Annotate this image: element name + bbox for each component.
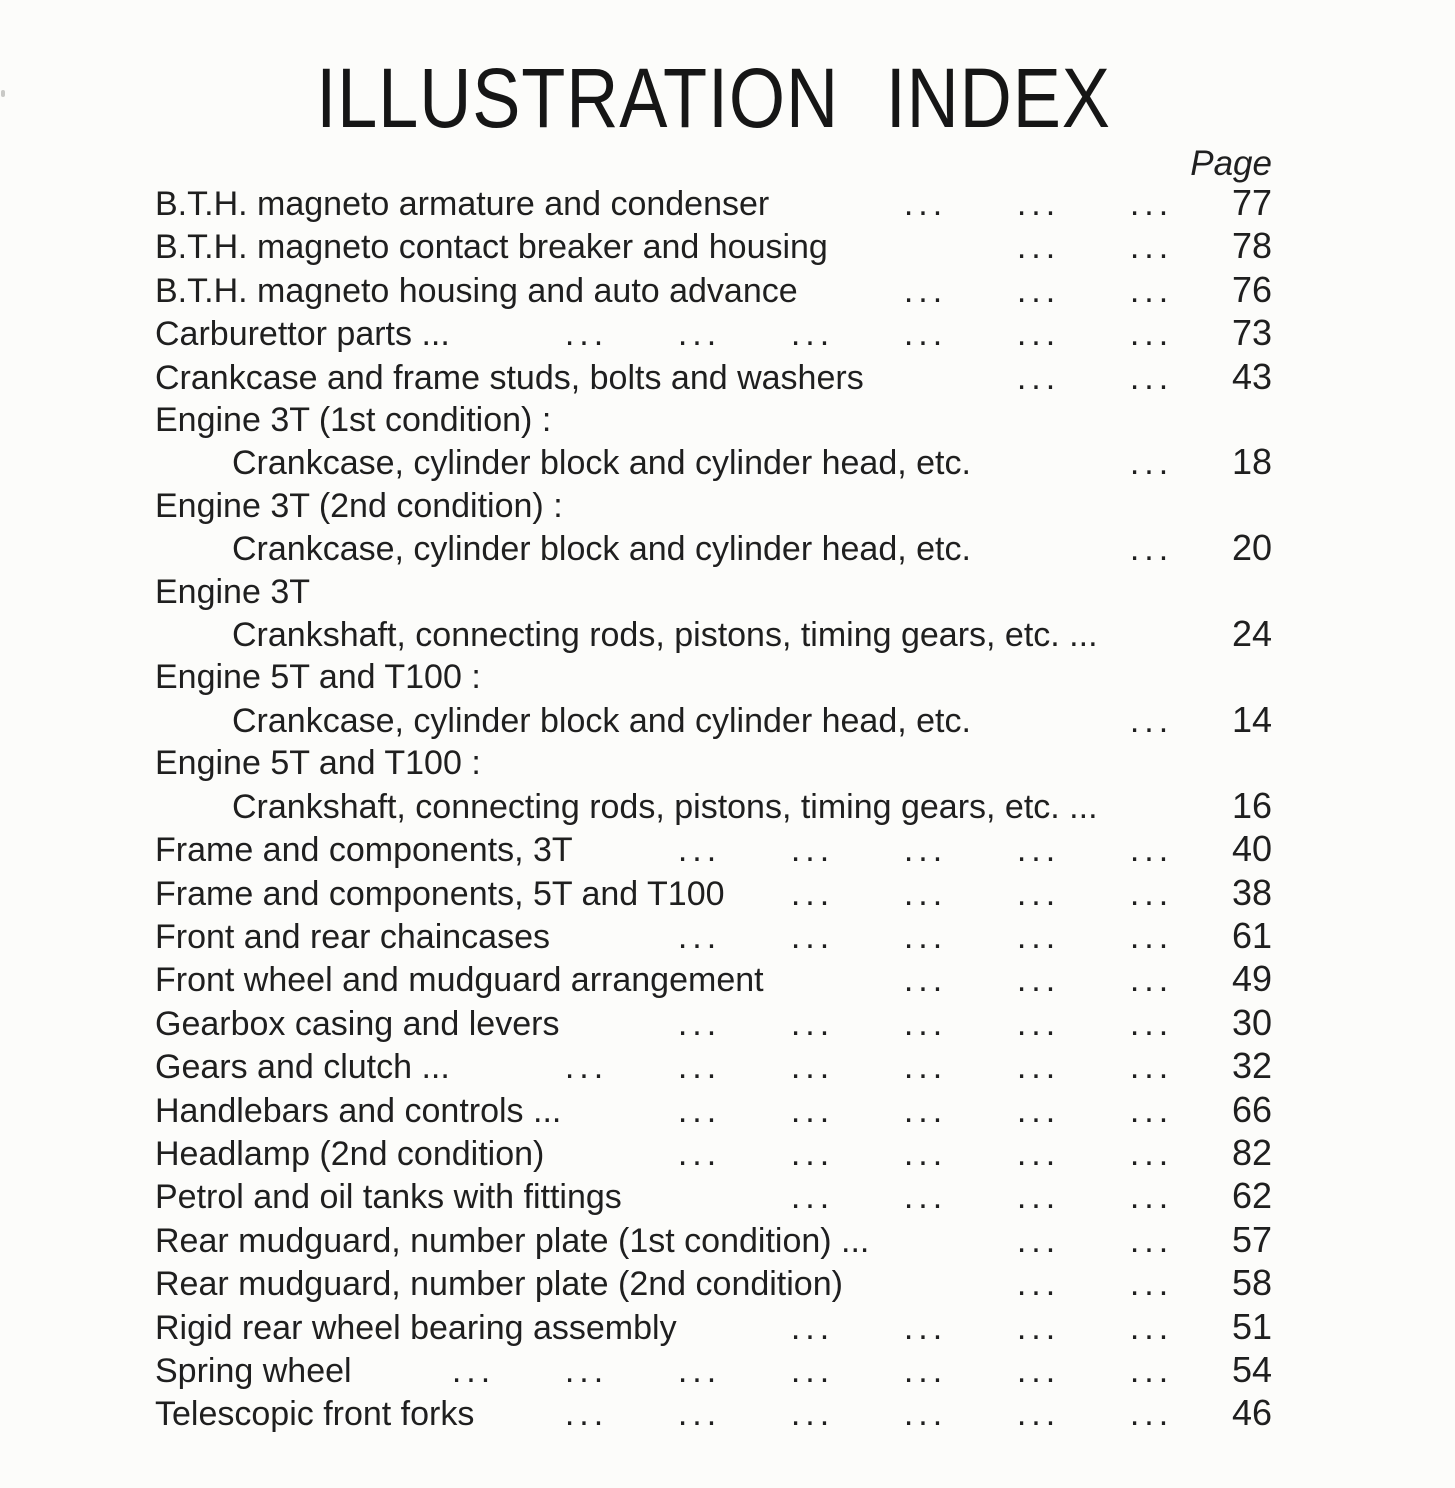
index-row xyxy=(0,399,1455,441)
page-number: 62 xyxy=(1231,1175,1272,1217)
leader-dot-group: ... xyxy=(903,1395,948,1434)
leader-dot-group: ... xyxy=(1016,1221,1061,1260)
entry-label: Rear mudguard, number plate (1st condition) ... xyxy=(155,1221,870,1260)
leader-dot-group: ... xyxy=(1016,1134,1061,1173)
leader-dot-group: ... xyxy=(1016,1178,1061,1217)
dot-leader xyxy=(769,183,1208,225)
leader-dot-group: ... xyxy=(790,1048,835,1087)
entry-label: Crankcase, cylinder block and cylinder head, etc. xyxy=(232,530,971,569)
leader-dot-group: ... xyxy=(790,1351,835,1390)
entry-label: Headlamp (2nd condition) xyxy=(155,1134,545,1173)
page-number: 46 xyxy=(1231,1392,1272,1434)
dot-leader xyxy=(544,1133,1208,1175)
index-row xyxy=(0,1262,1455,1305)
leader-dot-group: ... xyxy=(903,917,948,956)
page-number: 57 xyxy=(1231,1218,1272,1260)
leader-dot-group: ... xyxy=(1016,961,1061,1000)
leader-dot-group: ... xyxy=(1129,1091,1174,1130)
entry-label: Handlebars and controls ... xyxy=(155,1091,562,1130)
leader-dot-group: ... xyxy=(1129,358,1174,397)
page-number: 16 xyxy=(1231,784,1272,826)
leader-dot-group: ... xyxy=(677,1004,722,1043)
page-number: 73 xyxy=(1231,312,1272,354)
leader-dot-group: ... xyxy=(1129,228,1174,267)
dot-leader xyxy=(573,829,1208,871)
leader-dot-group: ... xyxy=(1016,1308,1061,1347)
leader-dot-group: ... xyxy=(1129,271,1174,310)
leader-dot-group: ... xyxy=(903,185,948,223)
index-row xyxy=(0,1175,1455,1218)
leader-dot-group: ... xyxy=(677,1351,722,1390)
dot-leader xyxy=(474,1393,1208,1435)
leader-dot-group: ... xyxy=(903,271,948,310)
index-row xyxy=(0,1132,1455,1175)
page-number: 82 xyxy=(1231,1131,1272,1173)
entry-label: B.T.H. magneto armature and condenser xyxy=(155,185,770,223)
page-number: 30 xyxy=(1231,1001,1272,1043)
leader-dot-group: ... xyxy=(564,1395,609,1434)
entry-label: Petrol and oil tanks with fittings xyxy=(155,1178,622,1217)
entry-label: Engine 5T and T100 : xyxy=(155,658,481,697)
leader-dot-group: ... xyxy=(1016,1351,1061,1390)
page-number: 20 xyxy=(1231,527,1272,569)
dot-leader xyxy=(561,1090,1208,1132)
leader-dot-group: ... xyxy=(1016,1004,1061,1043)
entry-label: Crankshaft, connecting rods, pistons, timing gears, etc. ... xyxy=(232,616,1098,655)
dot-leader xyxy=(352,1350,1208,1392)
index-row xyxy=(0,1089,1455,1132)
leader-dot-group: ... xyxy=(1129,961,1174,1000)
index-row xyxy=(0,958,1455,1001)
entry-label: Carburettor parts ... xyxy=(155,315,450,354)
leader-dot-group: ... xyxy=(790,1091,835,1130)
page-number: 78 xyxy=(1231,225,1272,267)
leader-dot-group: ... xyxy=(1016,831,1061,870)
entry-label: B.T.H. magneto contact breaker and housing xyxy=(155,228,828,267)
page-number: 66 xyxy=(1231,1088,1272,1130)
dot-leader xyxy=(677,1307,1208,1349)
index-row xyxy=(0,1392,1455,1435)
index-row xyxy=(0,656,1455,698)
entry-label: Engine 3T (2nd condition) : xyxy=(155,486,563,525)
leader-dot-group: ... xyxy=(1129,1048,1174,1087)
dot-leader xyxy=(559,1003,1208,1045)
leader-dot-group: ... xyxy=(1129,831,1174,870)
leader-dot-group: ... xyxy=(1016,185,1061,223)
page-number: 54 xyxy=(1231,1348,1272,1390)
index-row xyxy=(0,441,1455,484)
leader-dot-group: ... xyxy=(677,1395,722,1434)
scan-speck xyxy=(1,90,5,97)
leader-dot-group: ... xyxy=(1016,1395,1061,1434)
index-list xyxy=(0,182,1455,1436)
leader-dot-group: ... xyxy=(1016,917,1061,956)
leader-dot-group: ... xyxy=(1129,1395,1174,1434)
leader-dot-group: ... xyxy=(1016,228,1061,267)
index-row xyxy=(0,872,1455,915)
leader-dot-group: ... xyxy=(1129,874,1174,913)
dot-leader xyxy=(450,313,1208,355)
index-row xyxy=(0,1045,1455,1088)
page-number: 76 xyxy=(1231,268,1272,310)
leader-dot-group: ... xyxy=(1129,701,1174,740)
index-row xyxy=(0,571,1455,613)
index-row xyxy=(0,785,1455,828)
leader-dot-group: ... xyxy=(1129,444,1174,483)
entry-label: Gears and clutch ... xyxy=(155,1048,450,1087)
leader-dot-group: ... xyxy=(564,1048,609,1087)
leader-dot-group: ... xyxy=(903,1004,948,1043)
leader-dot-group: ... xyxy=(903,1308,948,1347)
index-row xyxy=(0,182,1455,225)
index-row xyxy=(0,1349,1455,1392)
leader-dot-group: ... xyxy=(790,1308,835,1347)
leader-dot-group: ... xyxy=(903,1048,948,1087)
page-number: 18 xyxy=(1231,441,1272,483)
leader-dot-group: ... xyxy=(903,1351,948,1390)
leader-dot-group: ... xyxy=(790,917,835,956)
leader-dot-group: ... xyxy=(903,1091,948,1130)
leader-dot-group: ... xyxy=(1129,530,1174,569)
leader-dot-group: ... xyxy=(677,831,722,870)
page-number: 43 xyxy=(1231,355,1272,397)
leader-dot-group: ... xyxy=(564,1351,609,1390)
entry-label: Gearbox casing and levers xyxy=(155,1004,560,1043)
leader-dot-group: ... xyxy=(1016,271,1061,310)
entry-label: Frame and components, 5T and T100 xyxy=(155,874,725,913)
leader-dot-group: ... xyxy=(677,1091,722,1130)
leader-dot-group: ... xyxy=(903,1178,948,1217)
leader-dot-group: ... xyxy=(1129,1004,1174,1043)
dot-leader xyxy=(971,442,1208,484)
entry-label: Crankcase and frame studs, bolts and washers xyxy=(155,358,864,397)
leader-dot-group: ... xyxy=(790,831,835,870)
leader-dot-group: ... xyxy=(1129,1308,1174,1347)
leader-dot-group: ... xyxy=(1129,1351,1174,1390)
leader-dot-group: ... xyxy=(1129,1178,1174,1217)
page-number: 14 xyxy=(1231,698,1272,740)
leader-dot-group: ... xyxy=(1129,917,1174,956)
leader-dot-group: ... xyxy=(790,1004,835,1043)
leader-dot-group: ... xyxy=(1129,1221,1174,1260)
leader-dot-group: ... xyxy=(677,1048,722,1087)
leader-dot-group: ... xyxy=(677,1134,722,1173)
dot-leader xyxy=(622,1176,1208,1218)
dot-leader xyxy=(764,959,1208,1001)
page-number: 58 xyxy=(1231,1262,1272,1304)
entry-label: Telescopic front forks xyxy=(155,1395,475,1434)
leader-dot-group: ... xyxy=(790,1134,835,1173)
leader-dot-group: ... xyxy=(1016,1048,1061,1087)
leader-dot-group: ... xyxy=(1129,1265,1174,1304)
entry-label: Engine 3T xyxy=(155,572,310,611)
scanned-page xyxy=(0,51,1455,1488)
page-number: 24 xyxy=(1231,613,1272,655)
leader-dot-group: ... xyxy=(1016,358,1061,397)
page-title: ILLUSTRATION INDEX xyxy=(316,51,1111,145)
leader-dot-group: ... xyxy=(790,315,835,354)
leader-dot-group: ... xyxy=(1129,185,1174,223)
dot-leader xyxy=(550,916,1208,958)
page-number: 51 xyxy=(1231,1305,1272,1347)
dot-leader xyxy=(864,357,1208,399)
leader-dot-group: ... xyxy=(903,1134,948,1173)
dot-leader xyxy=(725,873,1208,915)
leader-dot-group: ... xyxy=(903,831,948,870)
entry-label: Crankcase, cylinder block and cylinder head, etc. xyxy=(232,444,971,483)
entry-label: B.T.H. magneto housing and auto advance xyxy=(155,271,798,310)
index-row xyxy=(0,915,1455,958)
dot-leader xyxy=(971,700,1208,742)
dot-leader xyxy=(450,1046,1208,1088)
index-row xyxy=(0,356,1455,399)
leader-dot-group: ... xyxy=(564,315,609,354)
leader-dot-group: ... xyxy=(677,315,722,354)
page-number: 32 xyxy=(1231,1045,1272,1087)
entry-label: Spring wheel xyxy=(155,1351,352,1390)
leader-dot-group: ... xyxy=(903,315,948,354)
entry-label: Front wheel and mudguard arrangement xyxy=(155,961,764,1000)
index-row xyxy=(0,1002,1455,1045)
entry-label: Engine 3T (1st condition) : xyxy=(155,401,552,440)
leader-dot-group: ... xyxy=(451,1351,496,1390)
index-row xyxy=(0,527,1455,570)
index-row xyxy=(0,1306,1455,1349)
leader-dot-group: ... xyxy=(790,874,835,913)
index-row xyxy=(0,742,1455,784)
index-row xyxy=(0,1219,1455,1262)
entry-label: Rear mudguard, number plate (2nd condition) xyxy=(155,1265,843,1304)
dot-leader xyxy=(828,226,1208,268)
dot-leader xyxy=(971,528,1208,570)
leader-dot-group: ... xyxy=(677,917,722,956)
index-row xyxy=(0,225,1455,268)
page-column-header: Page xyxy=(1190,144,1272,183)
entry-label: Crankcase, cylinder block and cylinder head, etc. xyxy=(232,701,971,740)
dot-leader xyxy=(843,1263,1208,1305)
index-row xyxy=(0,269,1455,312)
index-row xyxy=(0,485,1455,527)
entry-label: Engine 5T and T100 : xyxy=(155,744,481,783)
page-number: 61 xyxy=(1231,914,1272,956)
index-row xyxy=(0,699,1455,742)
leader-dot-group: ... xyxy=(790,1178,835,1217)
entry-label: Front and rear chaincases xyxy=(155,917,550,956)
leader-dot-group: ... xyxy=(790,1395,835,1434)
entry-label: Frame and components, 3T xyxy=(155,831,573,870)
leader-dot-group: ... xyxy=(1016,1091,1061,1130)
leader-dot-group: ... xyxy=(1016,315,1061,354)
leader-dot-group: ... xyxy=(1129,1134,1174,1173)
index-row xyxy=(0,613,1455,656)
entry-label: Crankshaft, connecting rods, pistons, timing gears, etc. ... xyxy=(232,787,1098,826)
entry-label: Rigid rear wheel bearing assembly xyxy=(155,1308,677,1347)
leader-dot-group: ... xyxy=(1016,1265,1061,1304)
leader-dot-group: ... xyxy=(903,874,948,913)
leader-dot-group: ... xyxy=(1129,315,1174,354)
page-number: 38 xyxy=(1231,871,1272,913)
dot-leader xyxy=(798,270,1208,312)
page-number: 49 xyxy=(1231,958,1272,1000)
page-number: 40 xyxy=(1231,828,1272,870)
leader-dot-group: ... xyxy=(1016,874,1061,913)
page-number: 77 xyxy=(1231,182,1272,223)
index-row xyxy=(0,828,1455,871)
leader-dot-group: ... xyxy=(903,961,948,1000)
dot-leader xyxy=(869,1220,1208,1262)
index-row xyxy=(0,312,1455,355)
